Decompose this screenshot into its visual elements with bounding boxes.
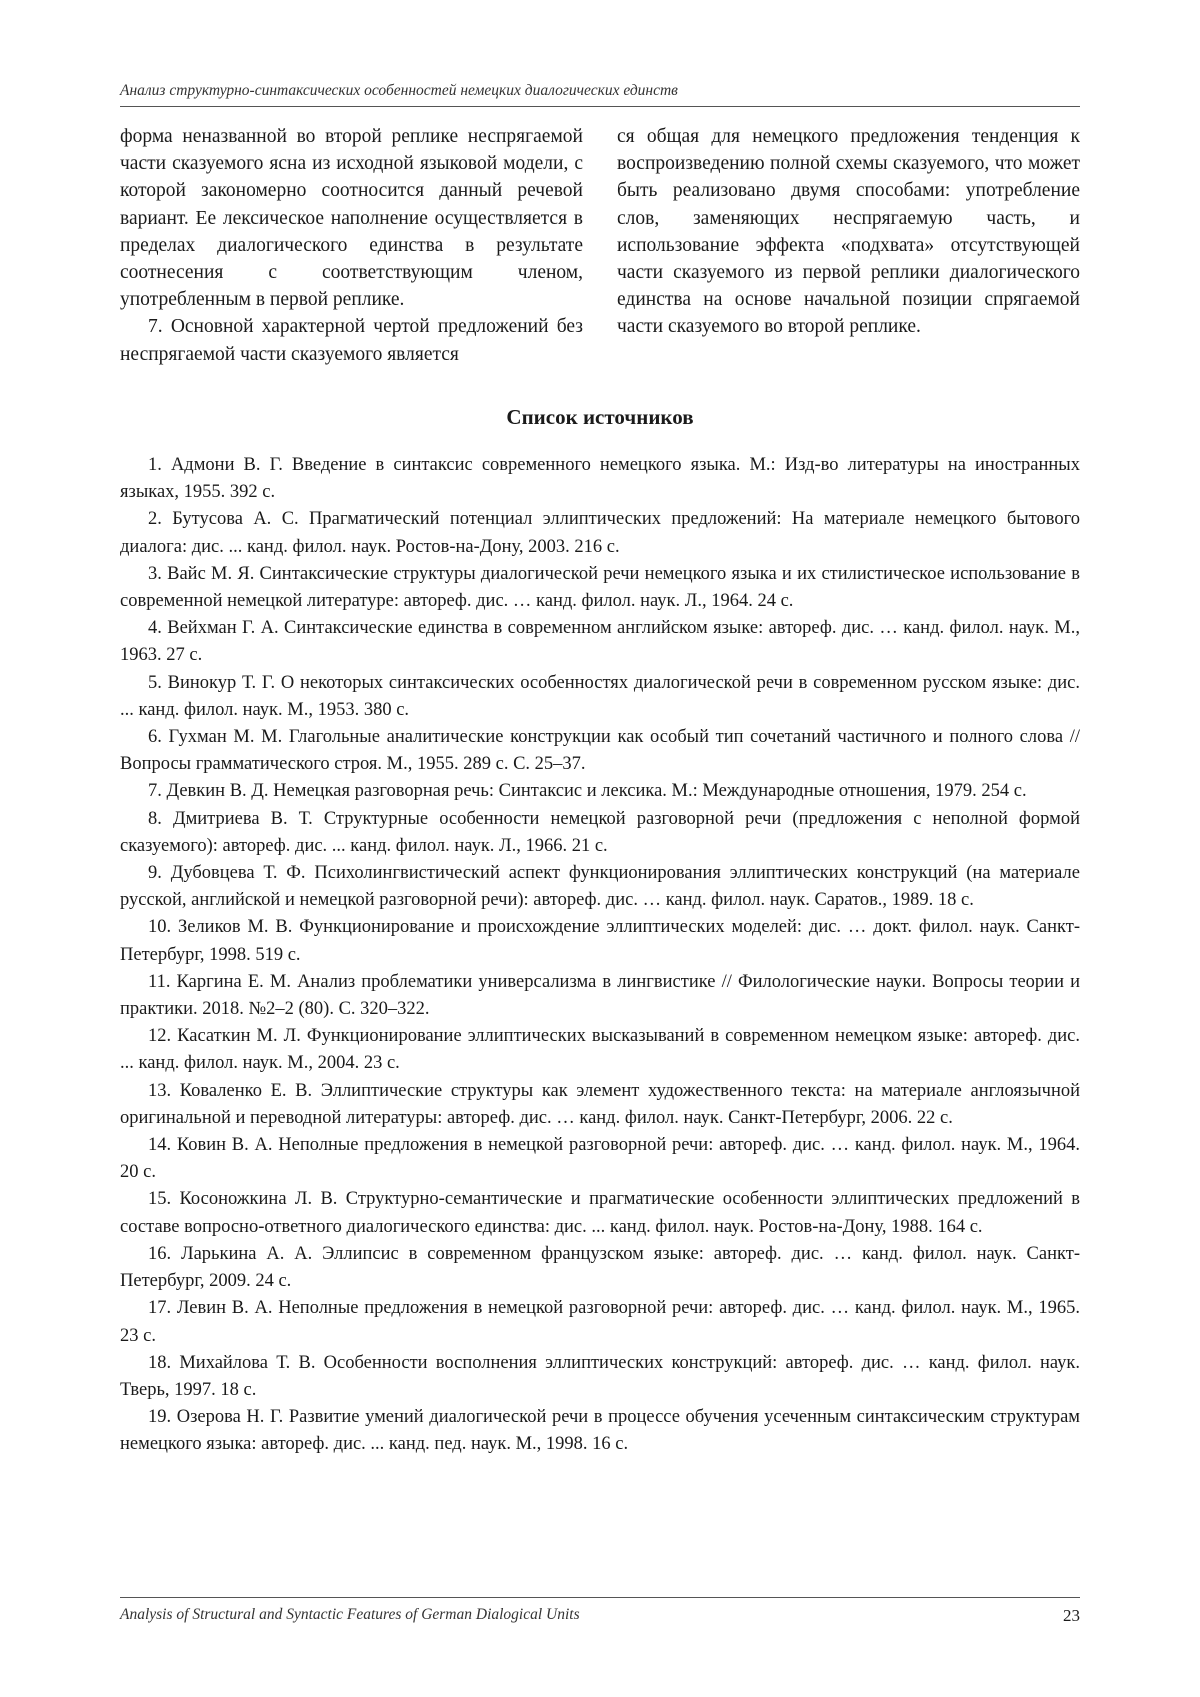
- source-item: 4. Вейхман Г. А. Синтаксические единства в современном английском языке: автореф. дис. … канд. филол. наук. М., 1963. 27 с.: [120, 618, 1080, 666]
- source-item: 3. Вайс М. Я. Синтаксические структуры диалогической речи немецкого языка и их стилистическое использование в современной немецкой литературе: автореф. дис. … канд. филол. наук. Л., 1964. 24 с.: [120, 563, 1080, 612]
- source-item: 17. Левин В. А. Неполные предложения в немецкой разговорной речи: автореф. дис. … канд. филол. наук. М., 1965. 23 с.: [120, 1298, 1080, 1346]
- running-footer: [120, 1597, 1080, 1626]
- page-number: 23: [1063, 1606, 1080, 1625]
- document-page: [120, 0, 1080, 1697]
- source-item: 6. Гухман М. М. Глагольные аналитические конструкции как особый тип сочетаний частичного и полного слова // Вопросы грамматического строя. М., 1955. 289 с. С. 25–37.: [120, 727, 1080, 775]
- source-item: 12. Касаткин М. Л. Функционирование эллиптических высказываний в современном немецком языке: автореф. дис. ... канд. филол. наук. М., 2004. 23 с.: [120, 1026, 1080, 1074]
- source-item: 19. Озерова Н. Г. Развитие умений диалогической речи в процессе обучения усеченным синтаксическим структурам немецкого языка: автореф. дис. ... канд. пед. наук. М., 1998. 16 с.: [120, 1407, 1080, 1455]
- source-item: 15. Косоножкина Л. В. Структурно-семантические и прагматические особенности эллиптических предложений в составе вопросно-ответного диалогического единства: дис. ... канд. филол. наук. Ростов-на-Дону, 1988. 164 с.: [120, 1189, 1080, 1237]
- source-item: 11. Каргина Е. М. Анализ проблематики универсализма в лингвистике // Филологические науки. Вопросы теории и практики. 2018. №2–2 (80). С. 320–322.: [120, 971, 1080, 1020]
- source-item: 8. Дмитриева В. Т. Структурные особенности немецкой разговорной речи (предложения с неполной формой сказуемого): автореф. дис. ... канд. филол. наук. Л., 1966. 21 с.: [120, 808, 1080, 856]
- footer-title: Analysis of Structural and Syntactic Features of German Dialogical Units: [120, 1606, 580, 1623]
- source-item: 10. Зеликов М. В. Функционирование и происхождение эллиптических моделей: дис. … докт. филол. наук. Санкт-Петербург, 1998. 519 с.: [120, 917, 1080, 965]
- source-item: 16. Ларькина А. А. Эллипсис в современном французском языке: автореф. дис. … канд. филол. наук. Санкт-Петербург, 2009. 24 с.: [120, 1243, 1080, 1292]
- paragraph: ся общая для немецкого предложения тенденция к воспроизведению полной схемы сказуемого, что может быть реализовано двумя способами: употребление слов, заменяющих неспрягаемую часть, и использование эффекта «подхвата» отсутствующей части сказуемого из первой реплики диалогического единства на основе начальной позиции спрягаемой части сказуемого во второй реплике.: [617, 126, 1080, 338]
- left-column: [120, 123, 583, 368]
- paragraph: 7. Основной характерной чертой предложений без неспрягаемой части сказуемого является: [120, 316, 583, 365]
- source-item: 14. Ковин В. А. Неполные предложения в немецкой разговорной речи: автореф. дис. … канд. филол. наук. М., 1964. 20 с.: [120, 1135, 1080, 1183]
- source-item: 7. Девкин В. Д. Немецкая разговорная речь: Синтаксис и лексика. М.: Международные отношения, 1979. 254 с.: [148, 781, 1027, 802]
- right-column: [617, 123, 1080, 368]
- running-header: Анализ структурно-синтаксических особенностей немецких диалогических единств: [120, 82, 1080, 107]
- source-item: 18. Михайлова Т. В. Особенности восполнения эллиптических конструкций: автореф. дис. … канд. филол. наук. Тверь, 1997. 18 с.: [120, 1352, 1080, 1400]
- source-item: 13. Коваленко Е. В. Эллиптические структуры как элемент художественного текста: на материале англоязычной оригинальной и переводной литературы: автореф. дис. … канд. филол. наук. Санкт-Петербург, 2006. 22 с.: [120, 1080, 1080, 1128]
- paragraph: форма неназванной во второй реплике неспрягаемой части сказуемого ясна из исходной языковой модели, с которой закономерно соотносится данный речевой вариант. Ее лексическое наполнение осуществляется в пределах диалогического единства в результате соотнесения с соответствующим членом, употребленным в первой реплике.: [120, 126, 583, 311]
- sources-list: [120, 452, 1080, 1459]
- body-columns: [120, 123, 1080, 368]
- source-item: 2. Бутусова А. С. Прагматический потенциал эллиптических предложений: На материале немецкого бытового диалога: дис. ... канд. филол. наук. Ростов-на-Дону, 2003. 216 с.: [120, 509, 1080, 557]
- source-item: 5. Винокур Т. Г. О некоторых синтаксических особенностях диалогической речи в современном русском языке: дис. ... канд. филол. наук. М., 1953. 380 с.: [120, 672, 1080, 720]
- sources-heading: Список источников: [506, 405, 694, 429]
- source-item: 9. Дубовцева Т. Ф. Психолингвистический аспект функционирования эллиптических конструкций (на материале русской, английской и немецкой разговорной речи): автореф. дис. … канд. филол. наук. Саратов., 1989. 18 с.: [120, 863, 1080, 911]
- source-item: 1. Адмони В. Г. Введение в синтаксис современного немецкого языка. М.: Изд-во литературы на иностранных языках, 1955. 392 с.: [120, 455, 1080, 503]
